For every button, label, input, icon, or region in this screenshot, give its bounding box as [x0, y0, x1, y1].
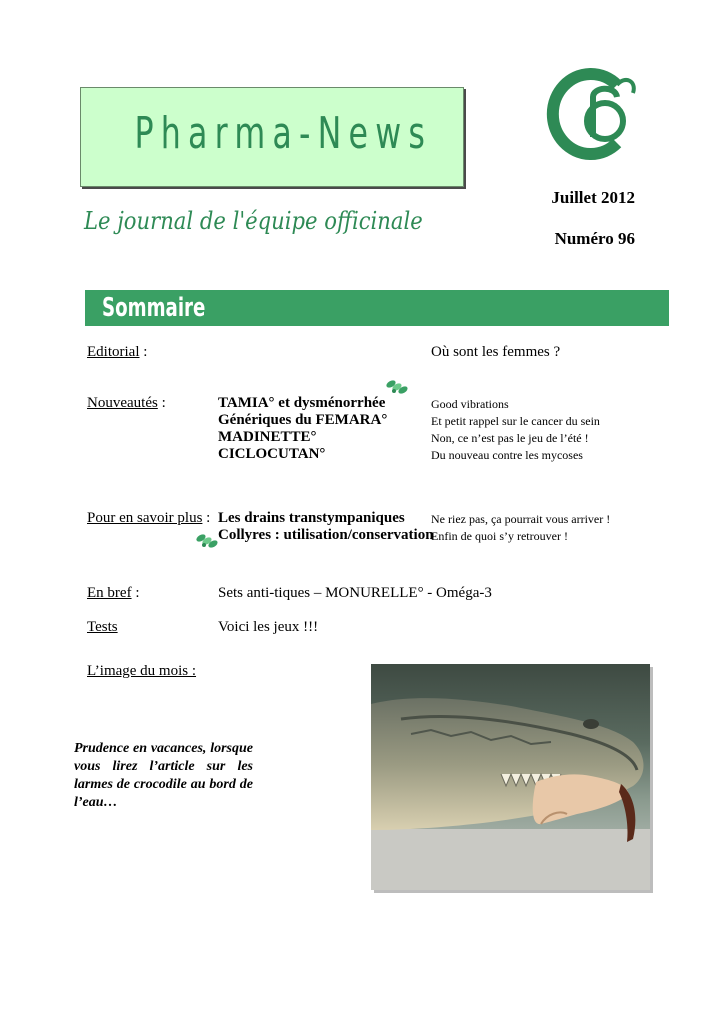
nouveaute-title-2: Génériques du FEMARA°	[218, 412, 388, 428]
en-bref-link[interactable]: En bref	[87, 585, 132, 601]
editorial-link[interactable]: Editorial	[87, 344, 140, 360]
savoir-plus-title-1: Les drains transtympaniques	[218, 510, 405, 526]
nouveaute-note-3: Non, ce n’est pas le jeu de l’été !	[431, 431, 589, 445]
title-box	[80, 87, 464, 187]
en-bref-row: En bref :	[87, 585, 140, 601]
cap-snake-logo-icon	[545, 63, 640, 163]
tests-text: Voici les jeux !!!	[218, 619, 319, 635]
nouveautes-row: Nouveautés :	[87, 395, 166, 411]
nouveaute-title-3: MADINETTE°	[218, 429, 317, 445]
savoir-plus-note-2: Enfin de quoi s’y retrouver !	[431, 529, 568, 543]
savoir-plus-row: Pour en savoir plus :	[87, 510, 211, 526]
nouveaute-note-2: Et petit rappel sur le cancer du sein	[431, 414, 600, 428]
nouveaute-note-1: Good vibrations	[431, 397, 509, 411]
savoir-plus-note-1: Ne riez pas, ça pourrait vous arriver !	[431, 512, 611, 526]
green-flower-icon	[194, 530, 220, 552]
issue-date: Juillet 2012	[551, 188, 635, 207]
issue-number: Numéro 96	[554, 229, 635, 248]
newsletter-title: Pharma-News	[134, 108, 433, 159]
crocodile-photo	[371, 664, 650, 890]
en-bref-text: Sets anti-tiques – MONURELLE° - Oméga-3	[218, 585, 492, 601]
newsletter-subtitle: Le journal de l'équipe officinale	[84, 207, 423, 235]
nouveaute-title-1: TAMIA° et dysménorrhée	[218, 395, 386, 411]
tests-link[interactable]: Tests	[87, 619, 118, 635]
summary-bar	[85, 290, 669, 326]
green-flower-icon	[384, 376, 410, 398]
savoir-plus-link[interactable]: Pour en savoir plus	[87, 510, 203, 526]
nouveaute-title-4: CICLOCUTAN°	[218, 446, 326, 462]
savoir-plus-title-2: Collyres : utilisation/conservation	[218, 527, 434, 543]
image-caption: Prudence en vacances, lorsque vous lirez l’article sur les larmes de crocodile au bord de l’eau…	[74, 741, 253, 810]
nouveautes-link[interactable]: Nouveautés	[87, 395, 158, 411]
summary-heading: Sommaire	[102, 293, 206, 323]
nouveaute-note-4: Du nouveau contre les mycoses	[431, 448, 583, 462]
editorial-topic: Où sont les femmes ?	[431, 344, 561, 360]
image-month-link[interactable]: L’image du mois :	[87, 663, 197, 679]
editorial-row: Editorial :	[87, 344, 148, 360]
